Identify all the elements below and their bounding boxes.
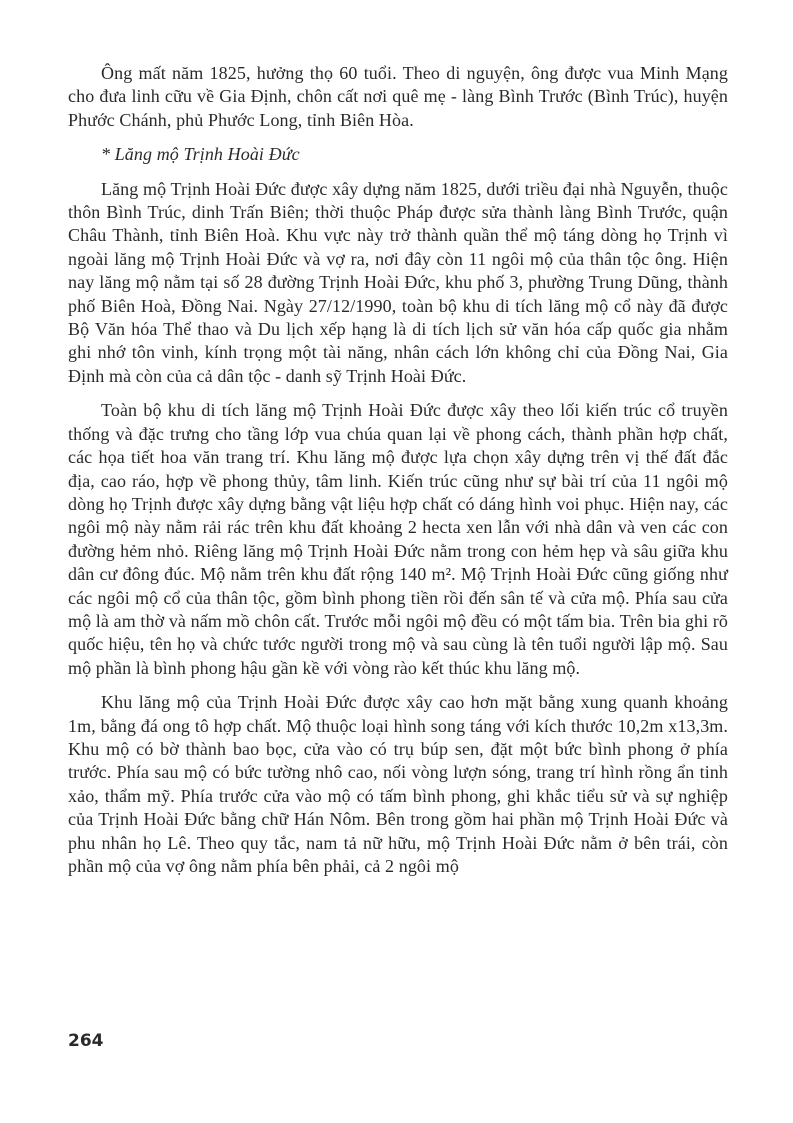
paragraph-architecture: Toàn bộ khu di tích lăng mộ Trịnh Hoài Đức được xây theo lối kiến trúc cổ truyền thống và đặc trưng cho tầng lớp vua chúa quan lại về phong cách, thành phần hợp chất, các họa tiết hoa văn trang trí. Khu lăng mộ được lựa chọn xây dựng trên vị thế đất đắc địa, cao ráo, hợp về phong thủy, tâm linh. Kiến trúc cũng như sự bài trí của 11 ngôi mộ dòng họ Trịnh được xây dựng bằng vật liệu hợp chất có dáng hình voi phục. Hiện nay, các ngôi mộ này nằm rải rác trên khu đất khoảng 2 hecta xen lẫn với nhà dân và ven các con đường hẻm nhỏ. Riêng lăng mộ Trịnh Hoài Đức nằm trong con hẻm hẹp và sâu giữa khu dân cư đông đúc. Mộ nằm trên khu đất rộng 140 m². Mộ Trịnh Hoài Đức cũng giống như các ngôi mộ cổ của thân tộc, gồm bình phong tiền rồi đến sân tế và cửa mộ. Phía sau cửa mộ là am thờ và nấm mồ chôn cất. Trước mỗi ngôi mộ đều có một tấm bia. Trên bia ghi rõ quốc hiệu, tên họ và chức tước người trong mộ và sau cùng là tên tuổi người lập mộ. Sau mộ phần là bình phong hậu gần kề với vòng rào kết thúc khu lăng mộ.: [68, 400, 728, 678]
paragraph-history: Lăng mộ Trịnh Hoài Đức được xây dựng năm 1825, dưới triều đại nhà Nguyễn, thuộc thôn Bình Trúc, dinh Trấn Biên; thời thuộc Pháp được sửa thành làng Bình Trước, quận Châu Thành, tỉnh Biên Hoà. Khu vực này trở thành quần thể mộ táng dòng họ Trịnh vì ngoài lăng mộ Trịnh Hoài Đức và vợ ra, nơi đây còn 11 ngôi mộ của thân tộc ông. Hiện nay lăng mộ nằm tại số 28 đường Trịnh Hoài Đức, khu phố 3, phường Trung Dũng, thành phố Biên Hoà, Đồng Nai. Ngày 27/12/1990, toàn bộ khu di tích lăng mộ cổ này đã được Bộ Văn hóa Thể thao và Du lịch xếp hạng là di tích lịch sử văn hóa cấp quốc gia nhằm ghi nhớ tôn vinh, kính trọng một tài năng, nhân cách lớn không chỉ của Đồng Nai, Gia Định mà còn của cả dân tộc - danh sỹ Trịnh Hoài Đức.: [68, 178, 728, 386]
page-number: 264: [68, 1031, 104, 1051]
section-heading: * Lăng mộ Trịnh Hoài Đức: [101, 144, 300, 165]
paragraph-layout: Khu lăng mộ của Trịnh Hoài Đức được xây cao hơn mặt bằng xung quanh khoảng 1m, bằng đá ong tô hợp chất. Mộ thuộc loại hình song táng với kích thước 10,2m x13,3m. Khu mộ có bờ thành bao bọc, cửa vào có trụ búp sen, đặt một bức bình phong ở phía trước. Phía sau mộ có bức tường nhô cao, nối vòng lượn sóng, trang trí hình rồng ẩn tinh xảo, thẩm mỹ. Phía trước cửa vào mộ có tấm bình phong, ghi khắc tiểu sử và sự nghiệp của Trịnh Hoài Đức bằng chữ Hán Nôm. Bên trong gồm hai phần mộ Trịnh Hoài Đức và phu nhân họ Lê. Theo quy tắc, nam tả nữ hữu, mộ Trịnh Hoài Đức nằm ở bên trái, còn phần mộ của vợ ông nằm phía bên phải, cả 2 ngôi mộ: [68, 692, 728, 876]
page-body: [68, 62, 728, 889]
paragraph-burial: Ông mất năm 1825, hưởng thọ 60 tuổi. Theo di nguyện, ông được vua Minh Mạng cho đưa linh cữu về Gia Định, chôn cất nơi quê mẹ - làng Bình Trước (Bình Trúc), huyện Phước Chánh, phủ Phước Long, tỉnh Biên Hòa.: [68, 63, 728, 130]
